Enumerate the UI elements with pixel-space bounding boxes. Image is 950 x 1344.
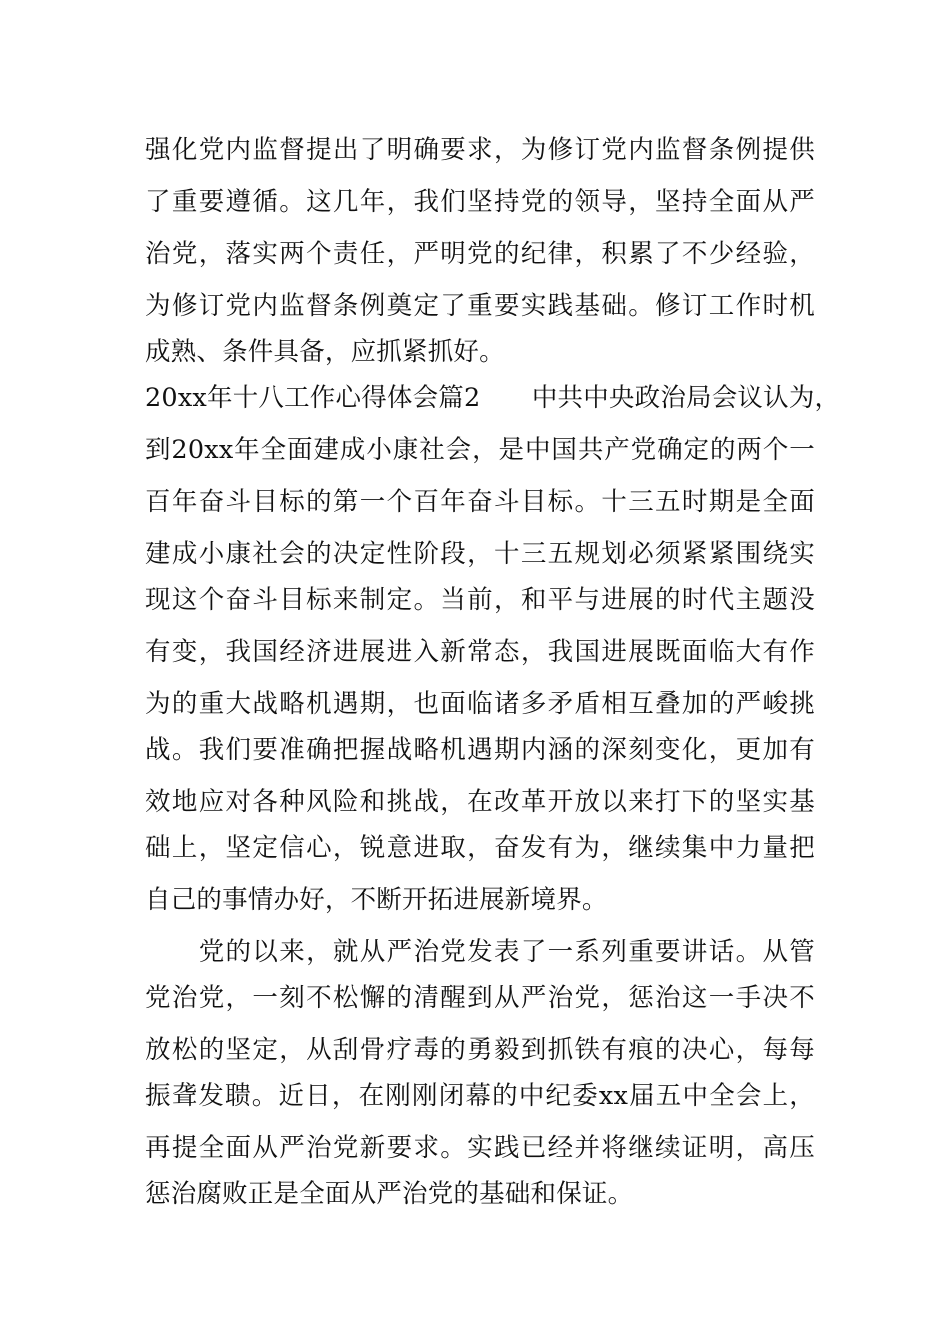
text-line: 为修订党内监督条例奠定了重要实践基础。修订工作时机 [145,291,815,321]
text-line: 成熟、条件具备，应抓紧抓好。 [145,337,505,367]
text-line: 再提全面从严治党新要求。实践已经并将继续证明，高压 [145,1133,815,1163]
text-line: 有变，我国经济进展进入新常态，我国进展既面临大有作 [145,637,815,667]
text-line: 到20xx年全面建成小康社会，是中国共产党确定的两个一 [145,435,815,465]
text-line: 战。我们要准确把握战略机遇期内涵的深刻变化，更加有 [145,735,815,765]
text-line: 效地应对各种风险和挑战，在改革开放以来打下的坚实基 [145,787,815,817]
section-heading-line: 20xx年十八工作心得体会篇2 中共中央政治局会议认为， [145,383,841,413]
text-line: 自己的事情办好，不断开拓进展新境界。 [145,885,608,915]
text-line: 惩治腐败正是全面从严治党的基础和保证。 [145,1179,634,1209]
text-line: 为的重大战略机遇期，也面临诸多矛盾相互叠加的严峻挑 [145,689,815,719]
text-line: 百年奋斗目标的第一个百年奋斗目标。十三五时期是全面 [145,487,815,517]
text-line: 强化党内监督提出了明确要求，为修订党内监督条例提供 [145,135,815,165]
text-line: 了重要遵循。这几年，我们坚持党的领导，坚持全面从严 [145,187,815,217]
text-line: 现这个奋斗目标来制定。当前，和平与进展的时代主题没 [145,585,815,615]
text-line: 建成小康社会的决定性阶段，十三五规划必须紧紧围绕实 [145,539,815,569]
text-line: 治党，落实两个责任，严明党的纪律，积累了不少经验， [145,239,815,269]
text-line: 放松的坚定，从刮骨疗毒的勇毅到抓铁有痕的决心，每每 [145,1035,815,1065]
text-line: 础上，坚定信心，锐意进取，奋发有为，继续集中力量把 [145,833,815,863]
text-line: 党治党，一刻不松懈的清醒到从严治党，惩治这一手决不 [145,983,815,1013]
text-line: 振聋发聩。近日，在刚刚闭幕的中纪委xx届五中全会上， [145,1081,815,1111]
text-line: 党的以来，就从严治党发表了一系列重要讲话。从管 [145,937,815,967]
